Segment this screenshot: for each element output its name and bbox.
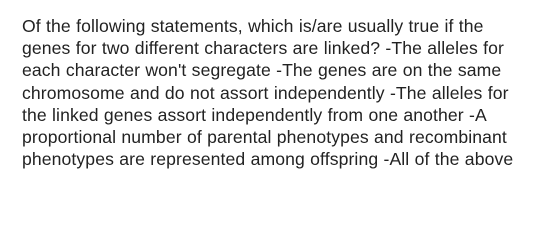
question-text: Of the following statements, which is/are usually true if the genes for two different characters are linked? -The alleles for each character won't segregate -The genes are on the same chromosome and do not assort independently -The alleles for the linked genes assort independently from one another -A proportional number of parental phenotypes and recombinant phenotypes are represented among offspring -All of the above (22, 16, 514, 170)
